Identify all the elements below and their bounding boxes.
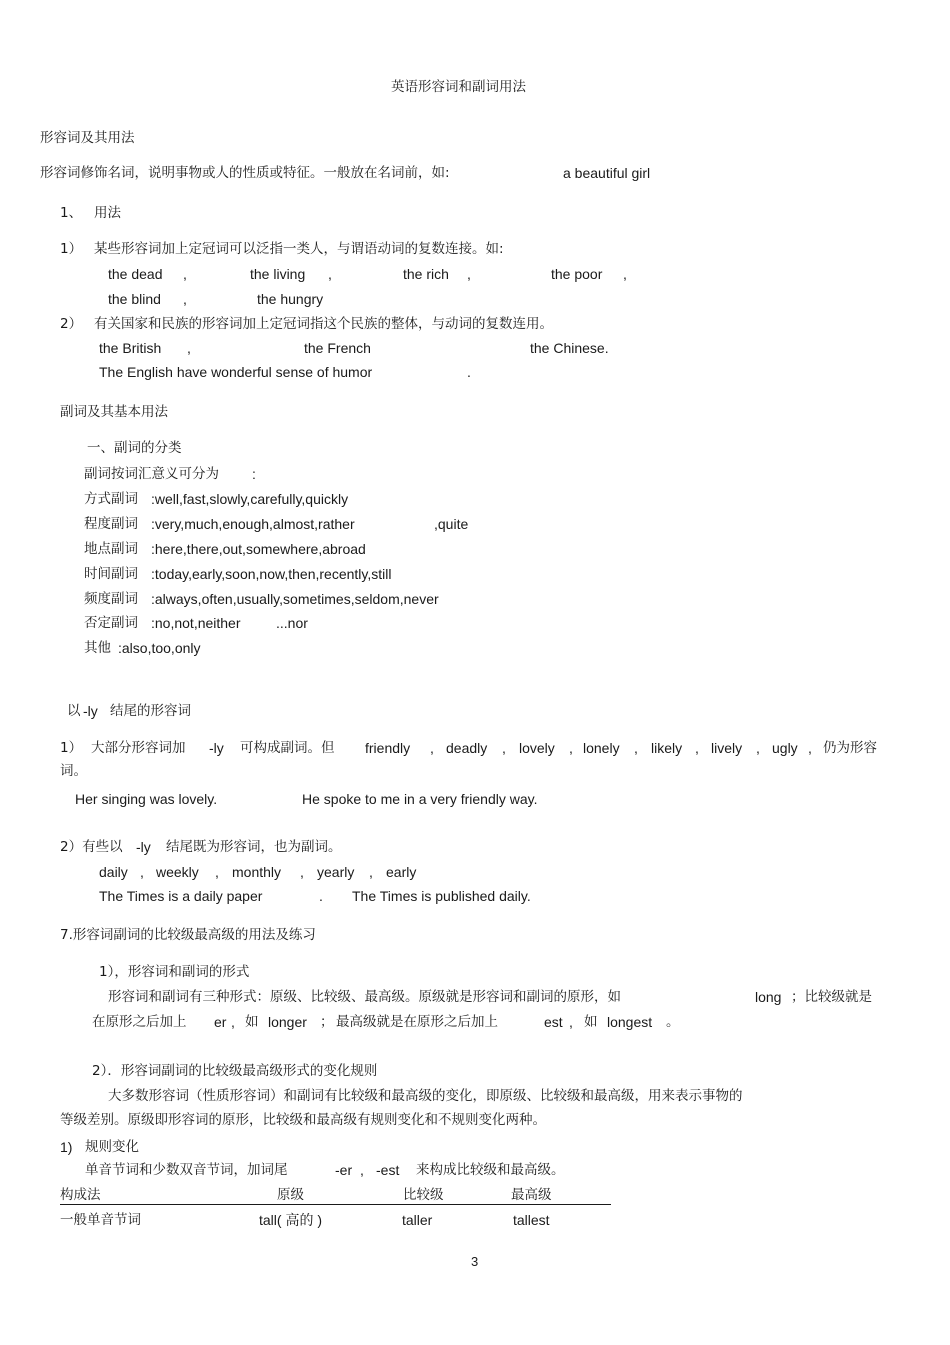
ly-point-1-number: 1）	[60, 740, 83, 756]
ly-suffix: -ly	[209, 740, 224, 756]
adverb-category-words: :here,there,out,somewhere,abroad	[151, 541, 366, 557]
adjective-intro: 形容词修饰名词，说明事物或人的性质或特征。一般放在名词前，如:	[40, 165, 450, 181]
dual-comma: ,	[215, 864, 219, 880]
regular-desc: 来构成比较级和最高级。	[416, 1162, 565, 1178]
ly-point-2-text: 2）有些以	[60, 839, 123, 855]
ly-point-2-text: 结尾既为形容词，也为副词。	[166, 839, 342, 855]
example-sentence: The Times is a daily paper	[99, 888, 263, 904]
adverb-category-label: 频度副词	[84, 591, 138, 607]
adverb-category-words: :also,too,only	[118, 640, 201, 656]
adverb-category-label: 地点副词	[84, 541, 138, 557]
dual-word: early	[386, 864, 417, 880]
exception-word: ugly	[772, 740, 798, 756]
point-1-number: 1）	[60, 241, 83, 257]
adverb-category-extra: ,quite	[434, 516, 469, 532]
example-word: the French	[304, 340, 371, 356]
exception-comma: ,	[808, 740, 812, 756]
ly-point-1-text: 仍为形容	[823, 740, 877, 756]
page-title: 英语形容词和副词用法	[391, 79, 526, 95]
table-cell: tall( 高的 )	[259, 1212, 322, 1228]
forms-text: ；	[320, 1014, 334, 1030]
adverb-category-words: :no,not,neither	[151, 615, 241, 631]
example-word: the living	[250, 266, 306, 282]
regular-suffix: -er	[335, 1162, 353, 1178]
forms-comma: ,	[231, 1014, 235, 1030]
table-header-cell: 构成法	[60, 1187, 101, 1203]
table-cell: tallest	[513, 1212, 550, 1228]
forms-text: 形容词和副词有三种形式：原级、比较级、最高级。原级就是形容词和副词的原形，如	[108, 989, 621, 1005]
example-comma: ,	[467, 266, 471, 282]
example-word: the dead	[108, 266, 163, 282]
point-1-text: 某些形容词加上定冠词可以泛指一类人，与谓语动词的复数连接。如:	[94, 241, 504, 257]
example-period: .	[319, 888, 323, 904]
regular-suffix: -est	[376, 1162, 400, 1178]
example-word: the blind	[108, 291, 161, 307]
ly-point-1-text: 可构成副词。但	[240, 740, 335, 756]
section-heading-ly-pre: 以	[67, 703, 81, 719]
exception-comma: ,	[430, 740, 434, 756]
forms-text: ；比较级就是	[791, 989, 872, 1005]
table-header-cell: 比较级	[403, 1187, 444, 1203]
exception-comma: ,	[634, 740, 638, 756]
regular-comma: ,	[360, 1162, 364, 1178]
forms-comma: ,	[569, 1014, 573, 1030]
forms-text: 。	[666, 1014, 680, 1030]
example-comma: ,	[187, 340, 191, 356]
example-sentence: The English have wonderful sense of humor	[99, 364, 373, 380]
adverb-category-words: :today,early,soon,now,then,recently,still	[151, 566, 392, 582]
page-number: 3	[471, 1254, 479, 1269]
exception-word: lonely	[583, 740, 620, 756]
example-sentence: Her singing was lovely.	[75, 791, 218, 807]
dual-comma: ,	[300, 864, 304, 880]
regular-desc: 单音节词和少数双音节词，加词尾	[85, 1162, 288, 1178]
adverb-category-label: 其他	[84, 640, 111, 656]
adverb-classification-title: 一、副词的分类	[87, 440, 182, 456]
regular-number: 1)	[60, 1139, 73, 1155]
usage-label: 用法	[94, 205, 121, 221]
forms-text: 在原形之后加上	[92, 1014, 187, 1030]
adverb-category-label: 程度副词	[84, 516, 138, 532]
exception-comma: ,	[756, 740, 760, 756]
forms-title: 1），形容词和副词的形式	[99, 964, 250, 980]
forms-text: 最高级就是在原形之后加上	[336, 1014, 498, 1030]
adverb-category-label: 否定副词	[84, 615, 138, 631]
rules-text: 大多数形容词（性质形容词）和副词有比较级和最高级的变化，即原级、比较级和最高级，用来表示事物的	[108, 1088, 743, 1104]
adverb-category-words: :always,often,usually,sometimes,seldom,never	[151, 591, 439, 607]
ly-suffix: -ly	[136, 839, 151, 855]
adverb-classification-lead: 副词按词汇意义可分为	[84, 466, 219, 482]
exception-word: lovely	[519, 740, 555, 756]
section-heading-comparison: 7.形容词副词的比较级最高级的用法及练习	[60, 927, 316, 943]
ly-point-1-continued: 词。	[60, 763, 87, 779]
adverb-category-extra: ...nor	[276, 615, 308, 631]
section-heading-adjectives: 形容词及其用法	[40, 130, 135, 146]
example-comma: ,	[183, 291, 187, 307]
dual-comma: ,	[140, 864, 144, 880]
exception-word: friendly	[365, 740, 411, 756]
exception-comma: ,	[502, 740, 506, 756]
example-sentence: The Times is published daily.	[352, 888, 531, 904]
table-header-cell: 最高级	[511, 1187, 552, 1203]
point-2-number: 2）	[60, 316, 83, 332]
dual-comma: ,	[369, 864, 373, 880]
exception-comma: ,	[695, 740, 699, 756]
exception-word: lively	[711, 740, 743, 756]
adverb-category-label: 时间副词	[84, 566, 138, 582]
example-word: the poor	[551, 266, 603, 282]
example-comma: ,	[623, 266, 627, 282]
forms-text: 如	[584, 1014, 598, 1030]
forms-text: 如	[245, 1014, 259, 1030]
dual-word: daily	[99, 864, 128, 880]
forms-example: longest	[607, 1014, 653, 1030]
adverb-category-label: 方式副词	[84, 491, 138, 507]
exception-word: likely	[651, 740, 683, 756]
dual-word: monthly	[232, 864, 282, 880]
example-word: the rich	[403, 266, 449, 282]
adverb-category-words: :well,fast,slowly,carefully,quickly	[151, 491, 349, 507]
example-comma: ,	[183, 266, 187, 282]
example-period: .	[467, 364, 471, 380]
point-2-text: 有关国家和民族的形容词加上定冠词指这个民族的整体，与动词的复数连用。	[94, 316, 553, 332]
regular-title: 规则变化	[85, 1139, 139, 1155]
adverb-classification-colon: :	[252, 466, 256, 482]
ly-point-1-text: 大部分形容词加	[91, 740, 186, 756]
example-sentence: He spoke to me in a very friendly way.	[302, 791, 538, 807]
forms-example: longer	[268, 1014, 307, 1030]
forms-suffix: est	[544, 1014, 563, 1030]
example-comma: ,	[328, 266, 332, 282]
example-word: the hungry	[257, 291, 324, 307]
table-header-rule	[60, 1204, 611, 1205]
table-cell: taller	[402, 1212, 433, 1228]
usage-number: 1、	[60, 205, 83, 221]
exception-comma: ,	[569, 740, 573, 756]
adverb-category-words: :very,much,enough,almost,rather	[151, 516, 355, 532]
forms-suffix: er	[214, 1014, 227, 1030]
forms-example: long	[755, 989, 782, 1005]
rules-text: 等级差别。原级即形容词的原形，比较级和最高级有规则变化和不规则变化两种。	[60, 1112, 546, 1128]
example-word: the British	[99, 340, 162, 356]
dual-word: yearly	[317, 864, 355, 880]
table-cell: 一般单音节词	[60, 1212, 141, 1228]
section-heading-ly-post: 结尾的形容词	[110, 703, 191, 719]
section-heading-adverbs: 副词及其基本用法	[60, 404, 168, 420]
example-word: the Chinese.	[530, 340, 609, 356]
dual-word: weekly	[156, 864, 199, 880]
table-header-cell: 原级	[277, 1187, 304, 1203]
adjective-intro-example: a beautiful girl	[563, 165, 651, 181]
section-heading-ly: -ly	[83, 703, 98, 719]
rules-title: 2）．形容词副词的比较级最高级形式的变化规则	[92, 1063, 378, 1079]
exception-word: deadly	[446, 740, 488, 756]
